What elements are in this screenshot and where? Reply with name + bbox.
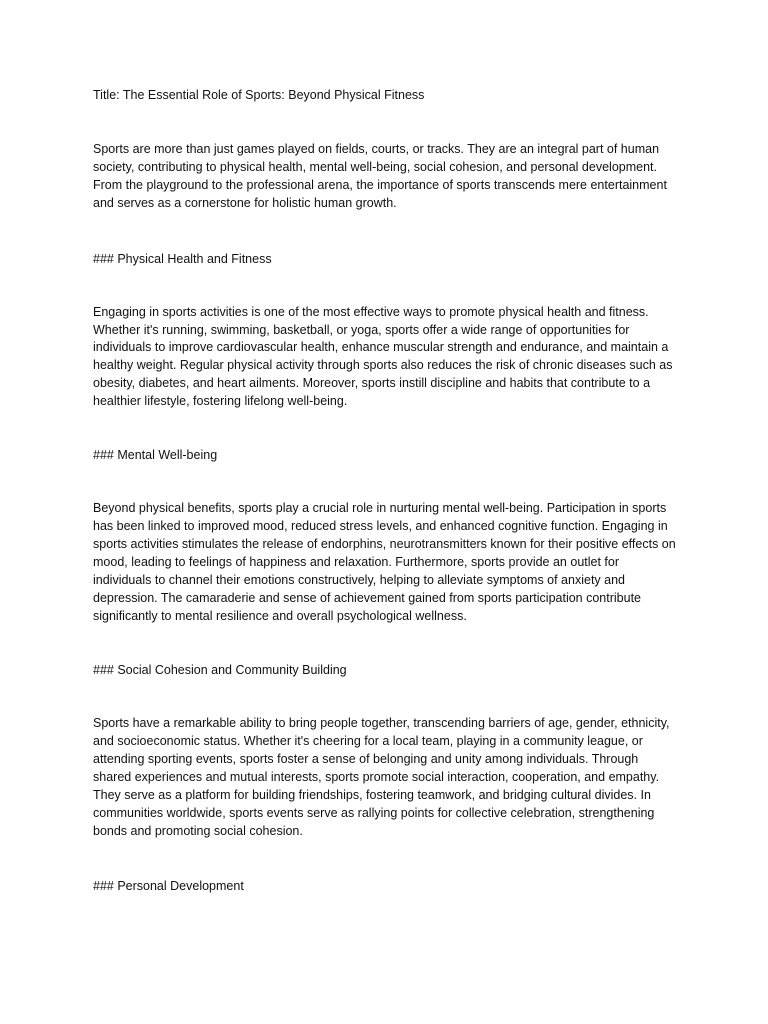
section-body-social-cohesion: Sports have a remarkable ability to bring people together, transcending barriers of age, gender, ethnicity, and socioeconomic status. Whether it's cheering for a local team, playing in a community league, or attending sporting events, sports foster a sense of belonging and unity among individuals. Through shared experiences and mutual interests, sports promote social interaction, cooperation, and empathy. They serve as a platform for building friendships, fostering teamwork, and bridging cultural divides. In communities worldwide, sports events serve as rallying points for collective celebration, strengthening bonds and promoting social cohesion.: [93, 716, 670, 838]
document-title: Title: The Essential Role of Sports: Beyond Physical Fitness: [93, 88, 425, 102]
section-heading-social-cohesion: ### Social Cohesion and Community Building: [93, 663, 347, 678]
section-heading-personal-development: ### Personal Development: [93, 878, 244, 893]
section-body-mental-well-being: Beyond physical benefits, sports play a crucial role in nurturing mental well-being. Participation in sports has been linked to improved mood, reduced stress levels, and enhanced cognitive function. Engaging in sports activities stimulates the release of endorphins, neurotransmitters known for their positive effects on mood, leading to feelings of happiness and relaxation. Furthermore, sports provide an outlet for individuals to channel their emotions constructively, helping to alleviate symptoms of anxiety and depression. The camaraderie and sense of achievement gained from sports participation contribute significantly to mental resilience and overall psychological wellness.: [93, 501, 676, 623]
section-heading-mental-well-being: ### Mental Well-being: [93, 448, 218, 463]
section-heading-physical-health: ### Physical Health and Fitness: [93, 251, 272, 266]
document-page: [93, 85, 679, 896]
intro-paragraph: Sports are more than just games played on fields, courts, or tracks. They are an integral part of human society, contributing to physical health, mental well-being, social cohesion, and personal development. From the playground to the professional arena, the importance of sports transcends mere entertainment and serves as a cornerstone for holistic human growth.: [93, 142, 667, 210]
section-body-physical-health: Engaging in sports activities is one of the most effective ways to promote physical health and fitness. Whether it's running, swimming, basketball, or yoga, sports offer a wide range of opportunities for individuals to improve cardiovascular health, enhance muscular strength and endurance, and maintain a healthy weight. Regular physical activity through sports also reduces the risk of chronic diseases such as obesity, diabetes, and heart ailments. Moreover, sports instill discipline and habits that contribute to a healthier lifestyle, fostering lifelong well-being.: [93, 304, 673, 409]
